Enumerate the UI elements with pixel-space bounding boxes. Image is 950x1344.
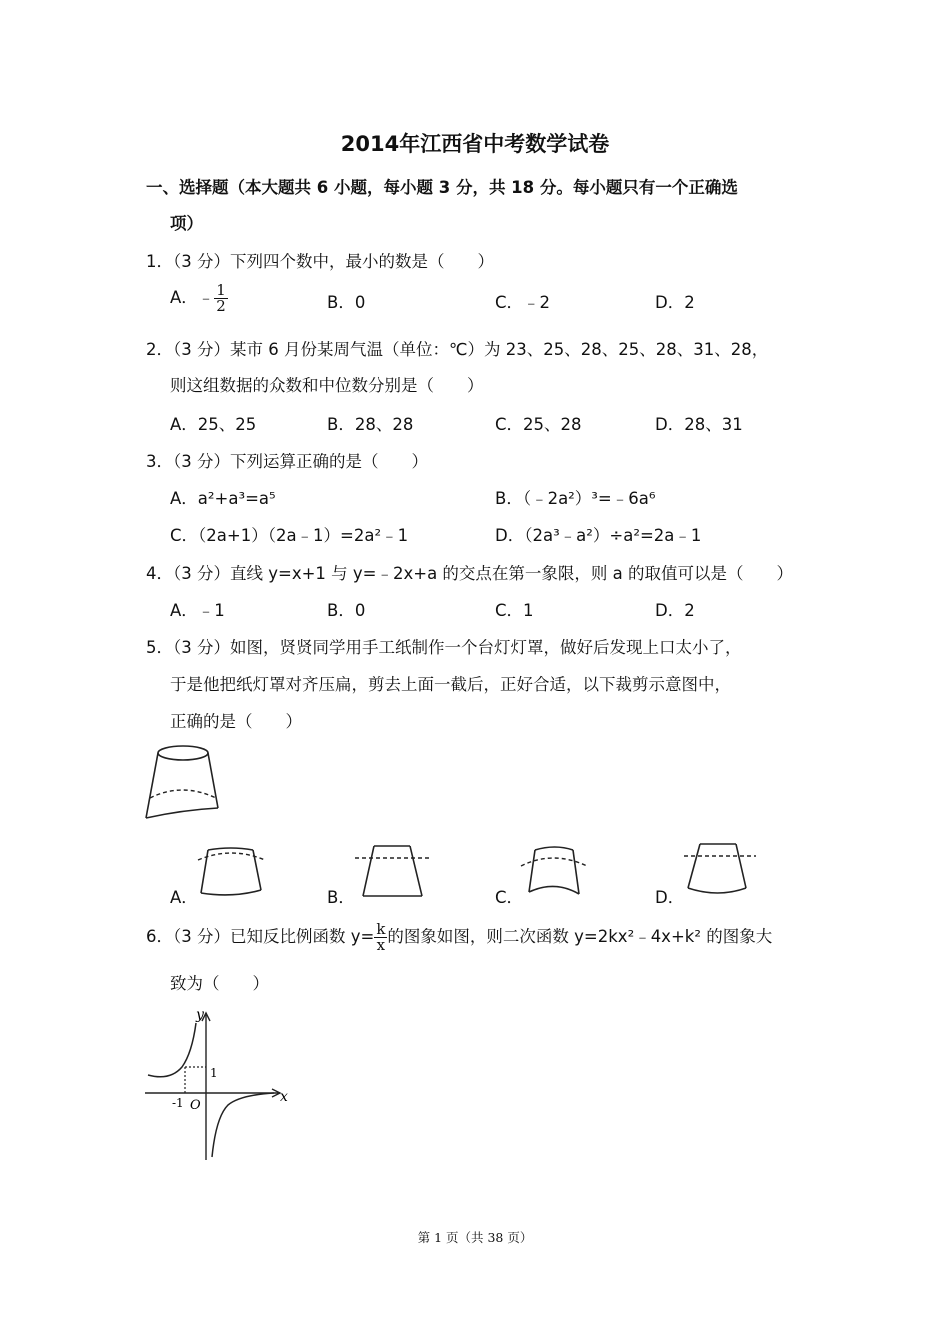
section-heading: 一、选择题（本大题共 6 小题，每小题 3 分，共 18 分。每小题只有一个正确选 bbox=[146, 178, 738, 197]
question-1-option-b: B．0 bbox=[327, 293, 366, 312]
question-5-stem-cont1: 于是他把纸灯罩对齐压扁，剪去上面一截后，正好合适，以下裁剪示意图中， bbox=[170, 675, 731, 694]
question-1-option-d: D．2 bbox=[655, 293, 695, 312]
question-1-option-a: A．﹣ $\frac{1}{2}$ bbox=[170, 281, 226, 315]
question-5-stem: 5．（3 分）如图，贤贤同学用手工纸制作一个台灯灯罩，做好后发现上口太小了， bbox=[146, 638, 742, 657]
section-heading-cont: 项） bbox=[170, 214, 203, 233]
question-5-option-d: D． bbox=[655, 888, 685, 907]
y-axis-label: y bbox=[196, 1007, 204, 1023]
question-2-option-d: D．28、31 bbox=[655, 415, 743, 434]
question-5-option-b: B． bbox=[327, 888, 355, 907]
hyperbola-graph bbox=[140, 1005, 300, 1165]
fraction-k-over-x: $\frac{k}{x}$ bbox=[376, 920, 386, 954]
question-5-option-c: C． bbox=[495, 888, 524, 907]
question-2-stem: 2．（3 分）某市 6 月份某周气温（单位：℃）为 23、25、28、25、28、31、28， bbox=[146, 340, 769, 359]
question-2-option-a: A．25、25 bbox=[170, 415, 257, 434]
option-d-figure bbox=[680, 836, 760, 900]
option-a-figure bbox=[193, 838, 273, 900]
x-axis-label: x bbox=[280, 1089, 288, 1105]
option-c-figure bbox=[515, 836, 595, 900]
question-1-stem: 1．（3 分）下列四个数中，最小的数是（ ） bbox=[146, 252, 494, 271]
question-3-option-d: D．（2a³﹣a²）÷a²=2a﹣1 bbox=[495, 526, 702, 545]
question-5-option-a: A． bbox=[170, 888, 198, 907]
question-4-stem: 4．（3 分）直线 y=x+1 与 y=﹣2x+a 的交点在第一象限，则 a 的取值可以是（ ） bbox=[146, 564, 794, 583]
question-5-stem-cont2: 正确的是（ ） bbox=[170, 712, 302, 731]
option-b-figure bbox=[350, 838, 435, 900]
question-1-option-c: C．﹣2 bbox=[495, 293, 551, 312]
tick-label-one: 1 bbox=[210, 1066, 218, 1080]
question-4-option-d: D．2 bbox=[655, 601, 695, 620]
question-2-option-c: C．25、28 bbox=[495, 415, 582, 434]
origin-label: O bbox=[190, 1098, 201, 1113]
question-4-option-c: C．1 bbox=[495, 601, 534, 620]
question-6-stem-cont: 致为（ ） bbox=[170, 974, 269, 993]
question-3-option-b: B．（﹣2a²）³=﹣6a⁶ bbox=[495, 489, 656, 508]
question-3-stem: 3．（3 分）下列运算正确的是（ ） bbox=[146, 452, 428, 471]
page-title: 2014年江西省中考数学试卷 bbox=[340, 132, 610, 156]
question-2-option-b: B．28、28 bbox=[327, 415, 414, 434]
question-2-stem-cont: 则这组数据的众数和中位数分别是（ ） bbox=[170, 376, 484, 395]
question-4-option-a: A．﹣1 bbox=[170, 601, 225, 620]
question-6-stem: 6．（3 分）已知反比例函数 y= $\frac{k}{x}$ 的图象如图，则二次函数 y=2kx²﹣4x+k² 的图象大 bbox=[146, 920, 773, 954]
page-footer: 第 1 页（共 38 页） bbox=[417, 1230, 533, 1245]
question-4-option-b: B．0 bbox=[327, 601, 366, 620]
question-3-option-c: C．（2a+1）（2a﹣1）=2a²﹣1 bbox=[170, 526, 409, 545]
question-3-option-a: A．a²+a³=a⁵ bbox=[170, 489, 276, 508]
lampshade-figure bbox=[140, 740, 230, 835]
tick-label-neg-one: -1 bbox=[172, 1096, 184, 1110]
fraction-one-half: $\frac{1}{2}$ bbox=[216, 281, 226, 315]
